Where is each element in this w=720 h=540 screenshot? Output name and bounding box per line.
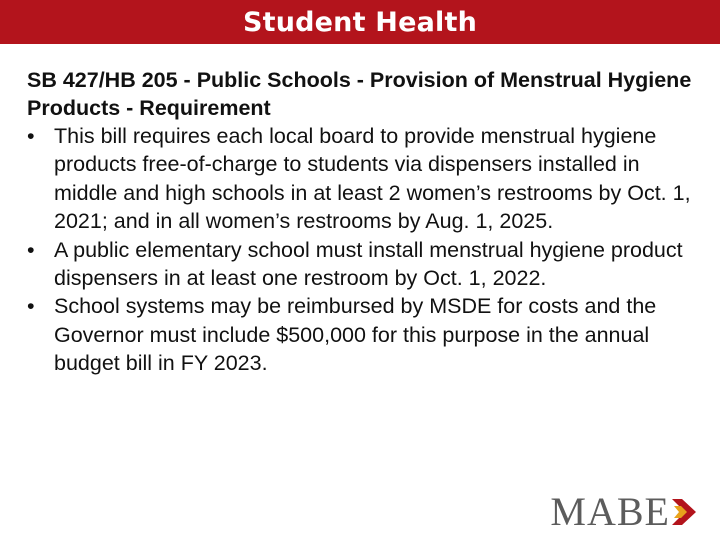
bullet-icon: • — [27, 237, 35, 262]
bullet-icon: • — [27, 124, 35, 148]
bullet-icon: • — [27, 294, 35, 319]
bullet-text: A public elementary school must install menstrual hygiene product dispensers in at least one restroom by Oct. 1, 2022. — [54, 237, 683, 291]
bullet-item — [27, 122, 697, 236]
bullet-item — [27, 292, 697, 377]
mabe-logo — [550, 490, 698, 534]
bullet-text: School systems may be reimbursed by MSDE for costs and the Governor must include $500,000 for this purpose in the annual budget bill in FY 2023. — [54, 294, 657, 376]
bullet-text: This bill requires each local board to provide menstrual hygiene products free-of-charge to students via dispensers installed in middle and high schools in at least 2 women’s restrooms by Oct. 1, 2021; and in all women’s restrooms by Aug. 1, 2025. — [54, 124, 691, 234]
bullet-item — [27, 236, 697, 293]
slide-content — [27, 66, 697, 378]
page-title: Student Health — [242, 6, 478, 38]
bullet-list — [27, 122, 697, 378]
bill-title: SB 427/HB 205 - Public Schools - Provision of Menstrual Hygiene Products - Requirement — [27, 68, 692, 120]
arrow-chevron-icon — [672, 495, 698, 529]
title-bar — [0, 0, 720, 44]
logo-text: MABE — [550, 489, 670, 534]
